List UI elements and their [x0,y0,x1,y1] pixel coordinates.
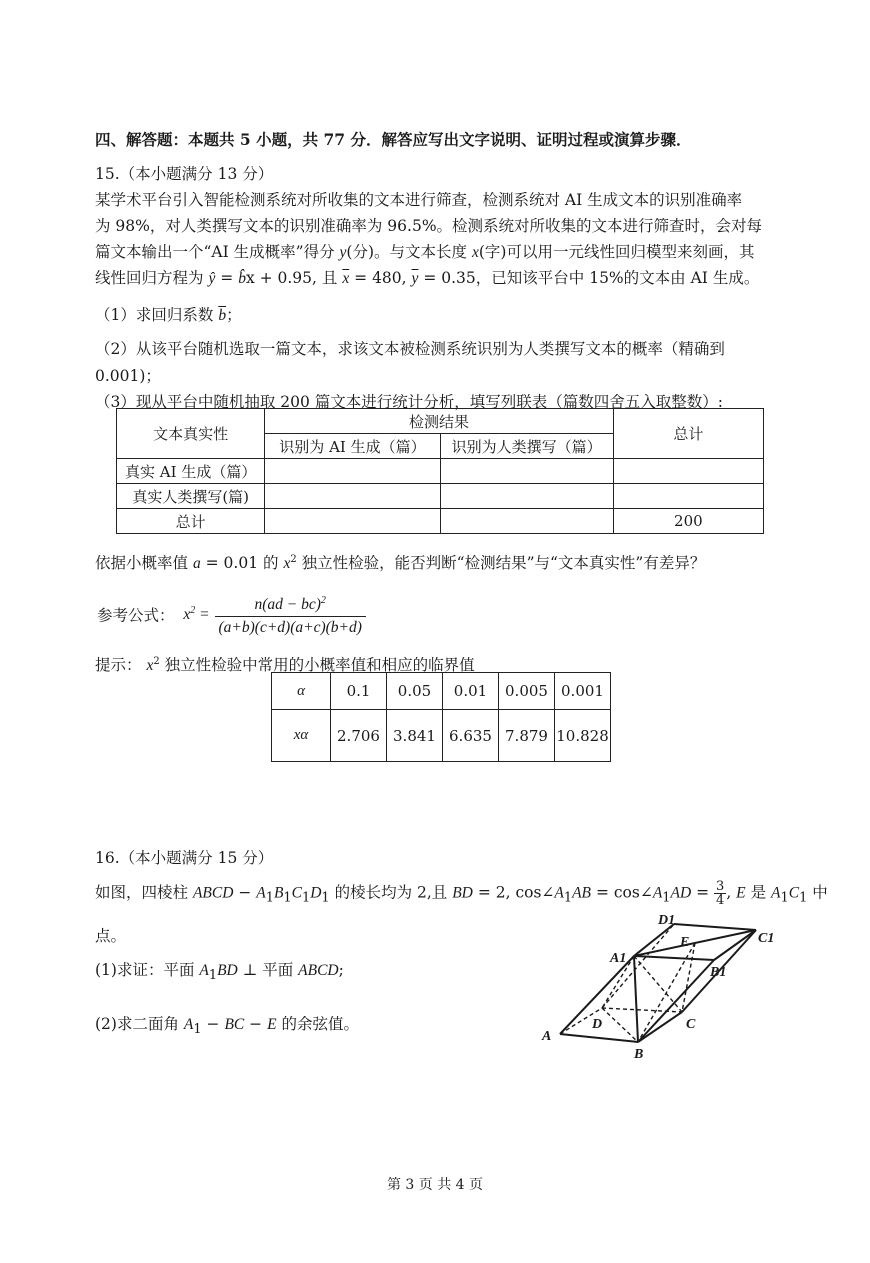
label-D: D [592,1017,603,1032]
label-B: B [634,1047,644,1062]
label-A1: A1 [610,951,627,966]
cell-empty [265,484,440,509]
section-header: 四、解答题：本题共 5 小题，共 77 分．解答应写出文字说明、证明过程或演算步骤． [95,130,692,149]
critical-value: 2.706 [331,710,387,762]
label-D1: D1 [658,913,676,928]
q15-sub-2a: （2）从该平台随机选取一篇文本，求该文本被检测系统识别为人类撰写文本的概率（精确到 [95,340,725,358]
row-label-total: 总计 [117,509,265,534]
q15-title: 15.（本小题满分 13 分） [95,165,274,183]
alpha-value: 0.005 [499,673,555,710]
row-label-real-human: 真实人类撰写(篇) [117,484,265,509]
alpha-value: 0.001 [555,673,611,710]
q15-para-3: 篇文本输出一个“AI 生成概率”得分 y(分)。与文本长度 x(字)可以用一元线性回归模型来刻画，其 [95,243,755,261]
cell-empty [613,459,763,484]
q15-para-4: 线性回归方程为 ŷ = b̂x + 0.95, 且 $\overline{x} = 480$, $\overline{y} = 0.35$，已知该平台中 15%的文本由 AI 生成。 [95,269,760,287]
critical-value: 7.879 [499,710,555,762]
chi-square-fraction: $\frac{n(ad - bc)^2}{(a+b)(c+d)(a+c)(b+d)}$ [215,590,366,639]
cell-empty [613,484,763,509]
alpha-value: 0.1 [331,673,387,710]
critical-value: 10.828 [555,710,611,762]
critical-value-table [271,672,611,762]
cell-empty [440,509,613,534]
q15-test-question: 依据小概率值 a = 0.01 的 $x^2$ 独立性检验，能否判断“检测结果”与“文本真实性”有差异？ [95,553,706,572]
q15-sub-1: （1）求回归系数 $\overline{b}$； [95,306,242,324]
page-footer: 第 3 页 共 4 页 [386,1177,484,1193]
label-A: A [542,1029,552,1044]
alpha-label: α [272,673,331,710]
cell-empty [265,459,440,484]
label-C1: C1 [758,931,775,946]
x-alpha-label: xα [272,710,331,762]
cell-empty [440,459,613,484]
q15-para-2: 为 98%，对人类撰写文本的识别准确率为 96.5%。检测系统对所收集的文本进行筛查时，会对每 [95,217,763,235]
alpha-value: 0.05 [387,673,443,710]
contingency-table [116,408,764,534]
label-E: E [680,935,690,950]
header-total: 总计 [613,409,763,459]
alpha-value: 0.01 [443,673,499,710]
prism-hidden-edges [560,924,695,1042]
q15-para-1: 某学术平台引入智能检测系统对所收集的文本进行筛查，检测系统对 AI 生成文本的识别准确率 [95,191,743,209]
q15-sub-3: （3）现从平台中随机抽取 200 篇文本进行统计分析，填写列联表（篇数四舍五入取整数）: [95,393,724,411]
cell-empty [265,509,440,534]
cell-empty [440,484,613,509]
q15-hint: 提示： $x^2$ 独立性检验中常用的小概率值和相应的临界值 [95,655,475,674]
q16-sub-2: (2)求二面角 $A_1$ − BC − E 的余弦值。 [95,1015,360,1038]
reference-formula: 参考公式： $x^2$ = $\frac{n(ad - bc)^2}{(a+b)(c+d)(a+c)(b+d)}$ [97,590,366,639]
header-identified-ai: 识别为 AI 生成（篇） [265,434,440,459]
row-label-real-ai: 真实 AI 生成（篇） [117,459,265,484]
critical-value: 3.841 [387,710,443,762]
cell-grand-total: 200 [613,509,763,534]
label-B1: B1 [710,965,727,980]
q16-para-2: 点。 [95,927,127,945]
q16-sub-1: (1)求证：平面 $A_1BD$ ⊥ 平面 ABCD; [95,961,344,984]
fraction-3-4: $\frac{3}{4}$ [716,879,725,908]
q16-title: 16.（本小题满分 15 分） [95,849,274,867]
header-detection-result: 检测结果 [265,409,613,434]
q15-sub-2b: 0.001)； [95,367,161,385]
q16-para-1: 如图，四棱柱 ABCD − $A_1B_1C_1D_1$ 的棱长均为 2,且 BD = 2, $\cos\angle A_1AB$ = $\cos\angle A_1AD$ = $\frac{3}{4}$ , E 是 $A_1C_1$ 中 [95,879,828,908]
critical-value: 6.635 [443,710,499,762]
header-text-authenticity: 文本真实性 [117,409,265,459]
header-identified-human: 识别为人类撰写（篇） [440,434,613,459]
prism-figure [530,912,790,1062]
label-C: C [686,1017,696,1032]
